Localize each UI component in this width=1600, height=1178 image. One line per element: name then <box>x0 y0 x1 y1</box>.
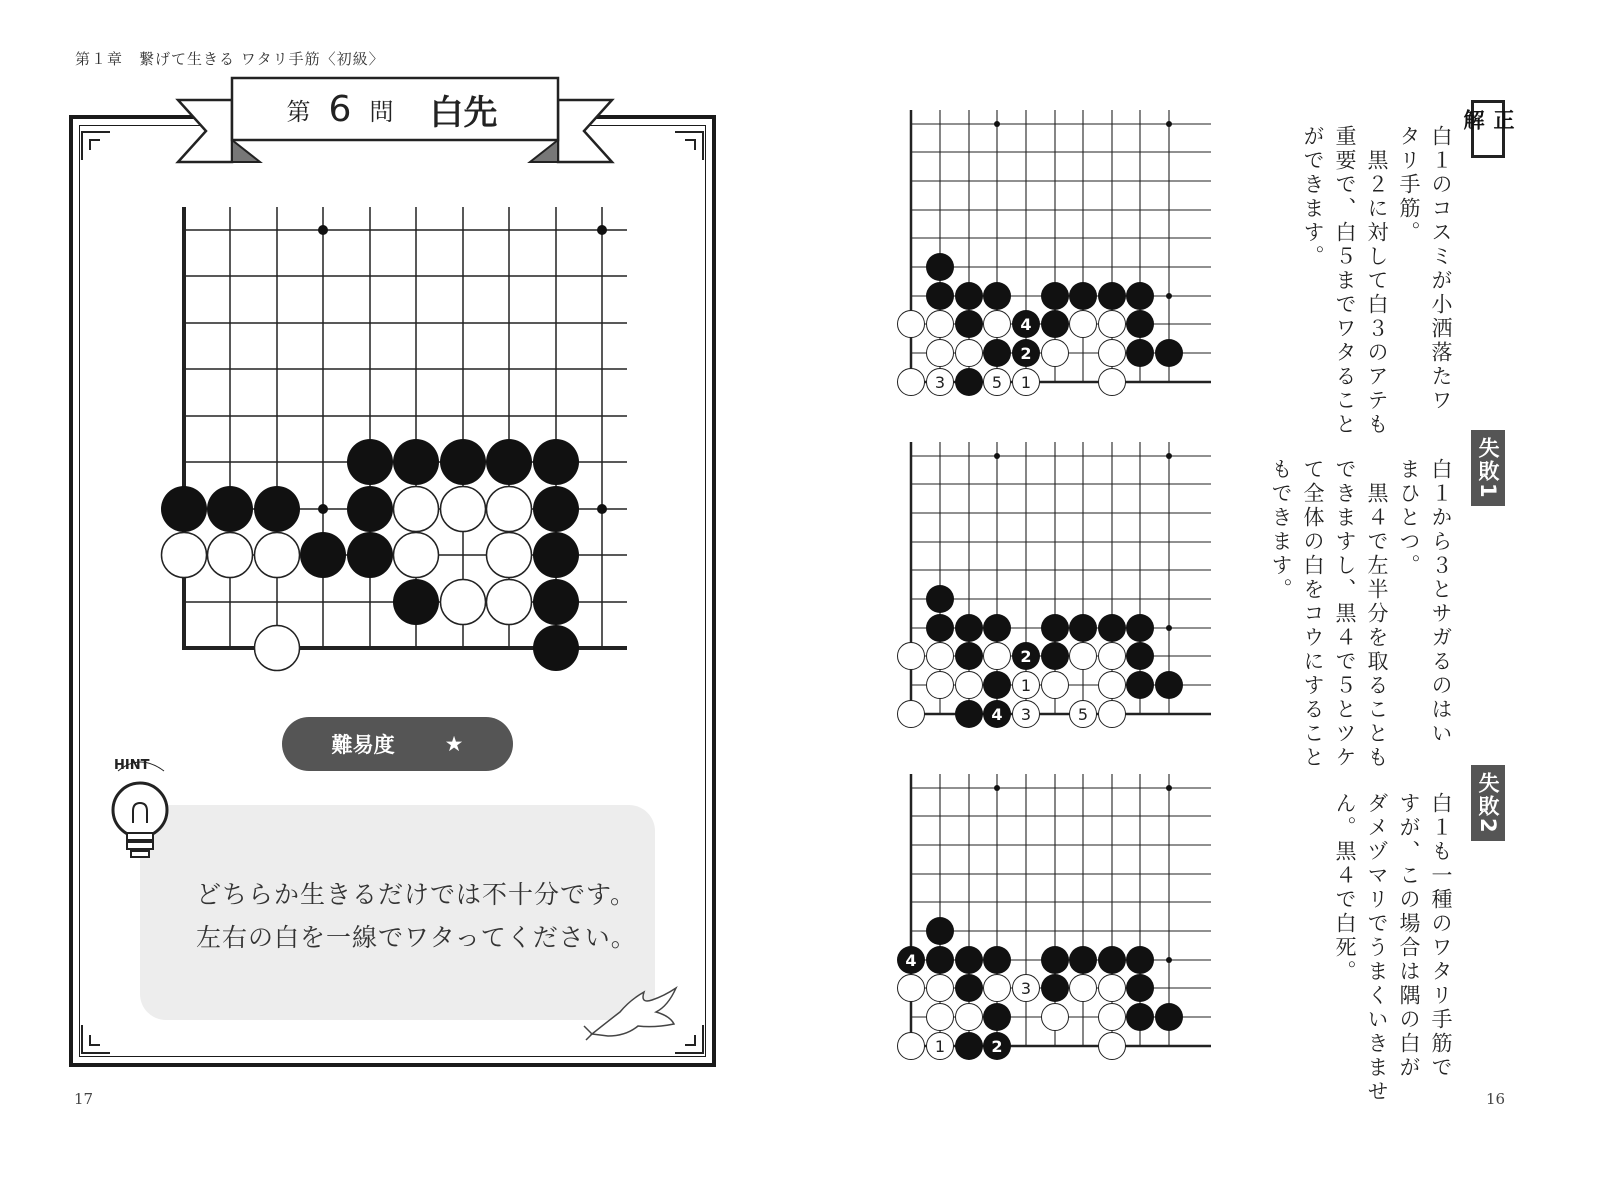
problem-label-prefix: 第 <box>286 97 311 126</box>
hint-line-2: 左右の白を一線でワタってください。 <box>196 923 637 952</box>
move-number: 3 <box>1020 979 1032 998</box>
move-number: 5 <box>1077 705 1089 724</box>
move-number: 2 <box>1020 344 1032 363</box>
move-number: 4 <box>1020 315 1032 334</box>
move-number: 5 <box>991 373 1003 392</box>
diagram-fail-2 <box>893 772 1223 1072</box>
problem-side-to-move: 白先 <box>429 92 498 133</box>
fail2-text-col-2: すが、この場合は隅の白が <box>1397 792 1421 1080</box>
problem-title <box>232 78 552 140</box>
problem-label-suffix: 問 <box>369 97 394 126</box>
move-number: 2 <box>991 1037 1003 1056</box>
move-number: 1 <box>934 1037 946 1056</box>
tag-fail-2: 失敗2 <box>1471 765 1505 841</box>
problem-go-board <box>150 195 650 685</box>
correct-text-col-5: ができます。 <box>1301 125 1325 269</box>
problem-number: 6 <box>328 88 352 130</box>
dove-icon <box>582 982 682 1044</box>
diagram-correct <box>893 108 1223 408</box>
fail2-text-col-4: ん。黒４で白死。 <box>1333 792 1357 984</box>
fail1-text-col-1: 白１から３とサガるのはい <box>1429 458 1453 746</box>
move-number: 2 <box>1020 647 1032 666</box>
move-number: 3 <box>1020 705 1032 724</box>
hint-box <box>140 805 655 1020</box>
tag-correct: 正解 <box>1471 100 1505 158</box>
move-number: 4 <box>905 951 917 970</box>
difficulty-badge <box>282 717 513 771</box>
fail2-text-col-3: ダメヅマリでうまくいきませ <box>1365 792 1389 1104</box>
lightbulb-icon <box>100 745 185 865</box>
fail1-text-col-3: 黒４で左半分を取ることも <box>1365 458 1389 770</box>
tag-fail-1: 失敗1 <box>1471 430 1505 506</box>
fail1-text-col-6: もできます。 <box>1269 458 1293 602</box>
page-number-left: 17 <box>74 1090 94 1108</box>
difficulty-label: 難易度 <box>331 733 395 757</box>
difficulty-stars: ★ <box>444 732 464 756</box>
diagram-fail-1 <box>893 440 1223 740</box>
chapter-header: 第１章 繋げて生きる ワタリ手筋〈初級〉 <box>75 50 385 68</box>
fail2-text-col-1: 白１も一種のワタリ手筋で <box>1429 792 1453 1080</box>
move-number: 3 <box>934 373 946 392</box>
move-number: 4 <box>991 705 1003 724</box>
hint-line-1: どちらか生きるだけでは不十分です。 <box>196 880 637 909</box>
correct-text-col-4: 重要で、白５までワタること <box>1333 125 1357 437</box>
correct-text-col-1: 白１のコスミが小洒落たワ <box>1429 125 1453 413</box>
fail1-text-col-4: できますし、黒４で５とツケ <box>1333 458 1357 770</box>
move-number: 1 <box>1020 373 1032 392</box>
hint-badge-text: HINT <box>114 758 150 773</box>
page-number-right: 16 <box>1486 1090 1506 1108</box>
fail1-text-col-2: まひとつ。 <box>1397 458 1421 578</box>
correct-text-col-3: 黒２に対して白３のアテも <box>1365 125 1389 437</box>
fail1-text-col-5: て全体の白をコウにすること <box>1301 458 1325 770</box>
correct-text-col-2: タリ手筋。 <box>1397 125 1421 245</box>
move-number: 1 <box>1020 676 1032 695</box>
